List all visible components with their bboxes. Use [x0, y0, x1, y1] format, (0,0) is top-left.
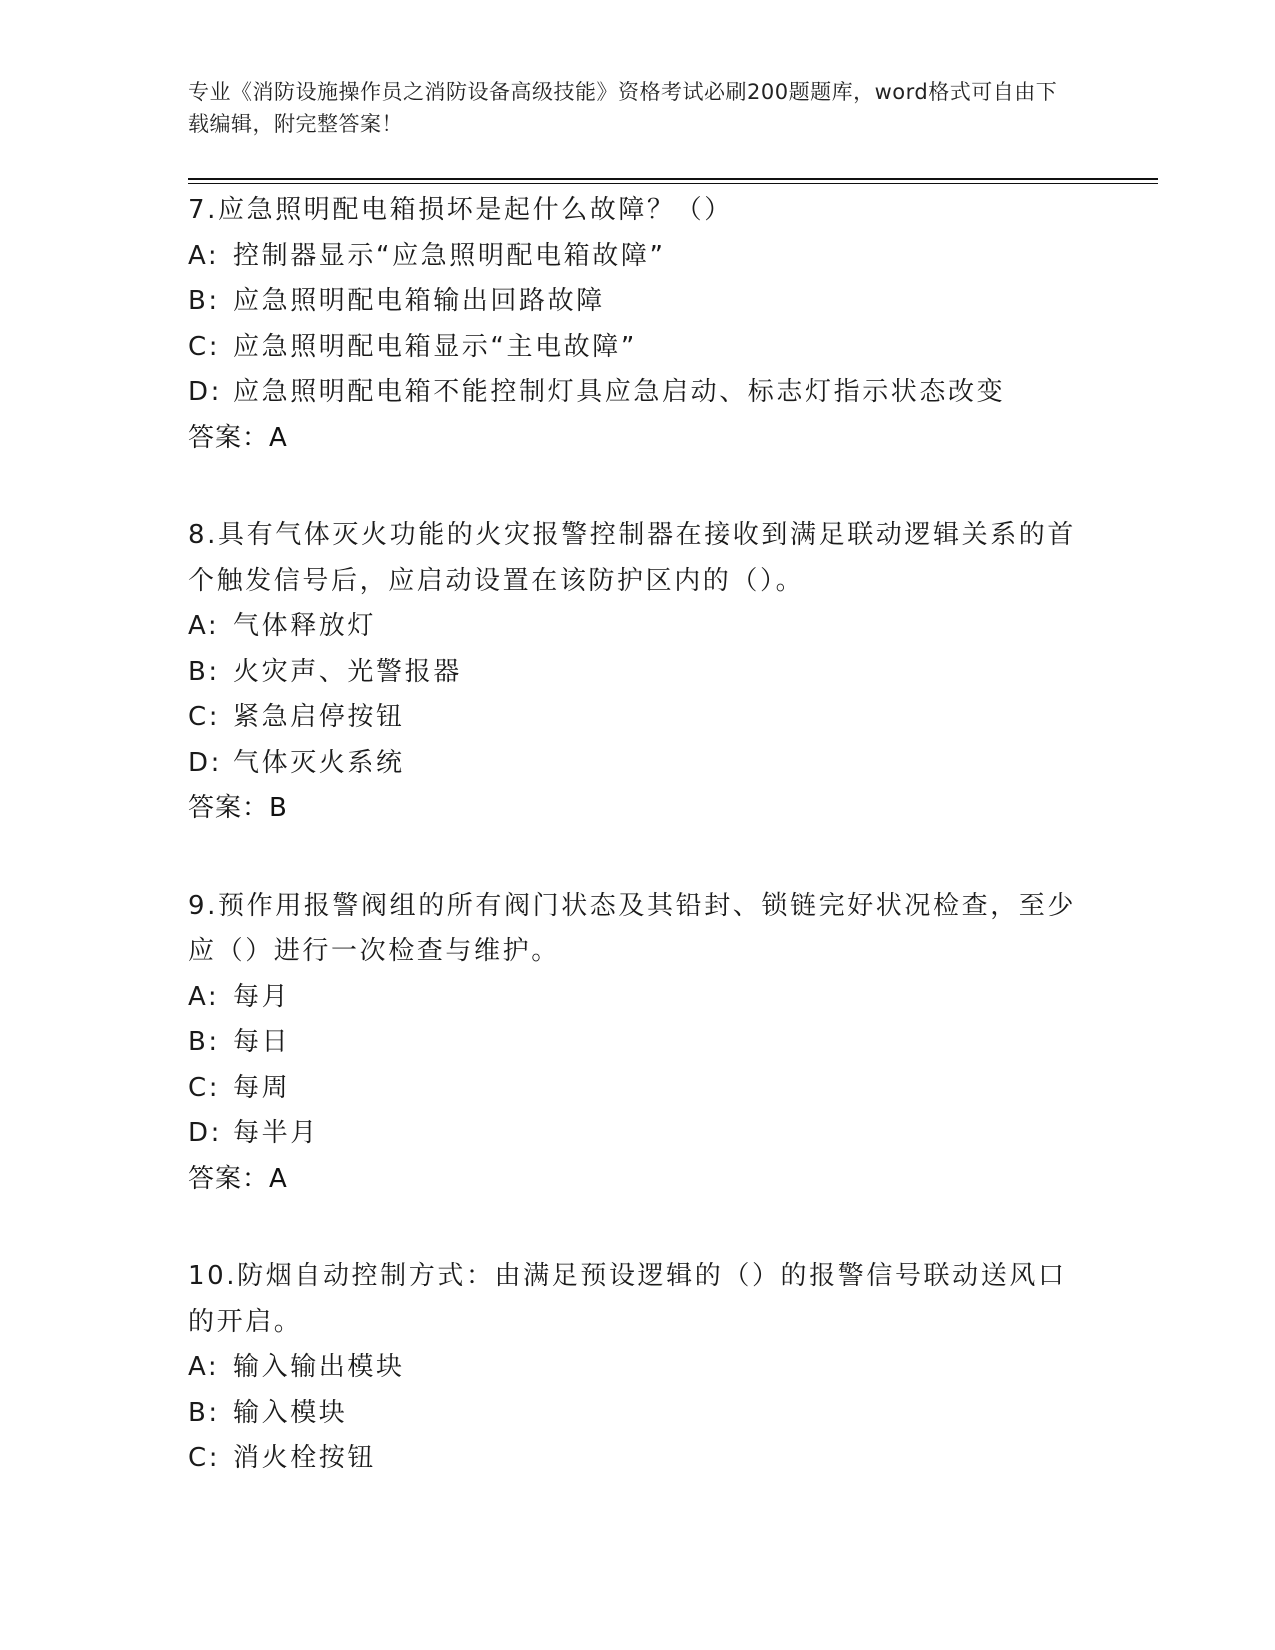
- option-letter: C:: [188, 702, 221, 732]
- option-letter: D:: [188, 1118, 222, 1148]
- option-c: [188, 325, 1088, 371]
- option-letter: A:: [188, 981, 220, 1012]
- option-a: [188, 234, 1088, 280]
- question-stem: 10.防烟自动控制方式：由满足预设逻辑的（）的报警信号联动送风口的开启。: [188, 1261, 1067, 1337]
- option-letter: B:: [188, 1397, 220, 1428]
- option-text: 每月: [233, 981, 291, 1012]
- option-text: 气体释放灯: [233, 611, 377, 641]
- question-10: [188, 1254, 1088, 1482]
- option-text: 控制器显示“应急照明配电箱故障”: [233, 240, 666, 271]
- option-letter: D:: [188, 377, 222, 407]
- option-letter: B:: [188, 1027, 220, 1057]
- option-d: [188, 1111, 1088, 1157]
- question-list: [188, 188, 1088, 1534]
- question-stem: 9.预作用报警阀组的所有阀门状态及其铅封、锁链完好状况检查，至少应（）进行一次检查与维护。: [188, 890, 1077, 966]
- option-text: 输入模块: [233, 1397, 348, 1428]
- option-text: 每半月: [233, 1118, 319, 1148]
- answer-line: 答案：A: [188, 1163, 288, 1194]
- option-letter: B:: [188, 286, 220, 316]
- option-text: 火灾声、光警报器: [233, 656, 462, 687]
- option-letter: B:: [188, 656, 220, 687]
- option-b: [188, 1020, 1088, 1066]
- option-text: 气体灭火系统: [233, 747, 405, 778]
- option-b: [188, 650, 1088, 696]
- answer-line: 答案：B: [188, 793, 288, 823]
- option-a: [188, 1345, 1088, 1391]
- option-letter: A:: [188, 240, 220, 271]
- option-text: 消火栓按钮: [233, 1443, 377, 1473]
- option-letter: A:: [188, 1352, 220, 1382]
- option-b: [188, 1391, 1088, 1437]
- answer-line: 答案：A: [188, 422, 288, 453]
- option-text: 输入输出模块: [233, 1352, 405, 1382]
- option-text: 应急照明配电箱不能控制灯具应急启动、标志灯指示状态改变: [233, 377, 1006, 407]
- option-letter: C:: [188, 1072, 221, 1103]
- question-9: [188, 884, 1088, 1203]
- option-letter: C:: [188, 331, 221, 362]
- option-text: 每日: [233, 1027, 291, 1057]
- option-c: [188, 1436, 1088, 1482]
- option-d: [188, 741, 1088, 787]
- option-d: [188, 370, 1088, 416]
- question-7: [188, 188, 1088, 461]
- question-stem: 8.具有气体灭火功能的火灾报警控制器在接收到满足联动逻辑关系的首个触发信号后，应启动设置在该防护区内的（）。: [188, 520, 1077, 596]
- question-stem: 7.应急照明配电箱损坏是起什么故障？（）: [188, 195, 733, 225]
- option-text: 应急照明配电箱输出回路故障: [233, 286, 605, 316]
- option-text: 紧急启停按钮: [233, 702, 405, 732]
- header-divider-thick: [188, 178, 1158, 180]
- option-letter: D:: [188, 747, 222, 778]
- document-header: 专业《消防设施操作员之消防设备高级技能》资格考试必刷200题题库，word格式可自由下载编辑，附完整答案！: [188, 80, 1058, 136]
- header-divider-thin: [188, 183, 1158, 184]
- option-text: 应急照明配电箱显示“主电故障”: [233, 331, 637, 362]
- option-c: [188, 1066, 1088, 1112]
- option-letter: A:: [188, 611, 220, 641]
- option-b: [188, 279, 1088, 325]
- option-a: [188, 975, 1088, 1021]
- option-a: [188, 604, 1088, 650]
- option-text: 每周: [233, 1072, 291, 1103]
- option-letter: C:: [188, 1443, 221, 1473]
- question-8: [188, 513, 1088, 832]
- option-c: [188, 695, 1088, 741]
